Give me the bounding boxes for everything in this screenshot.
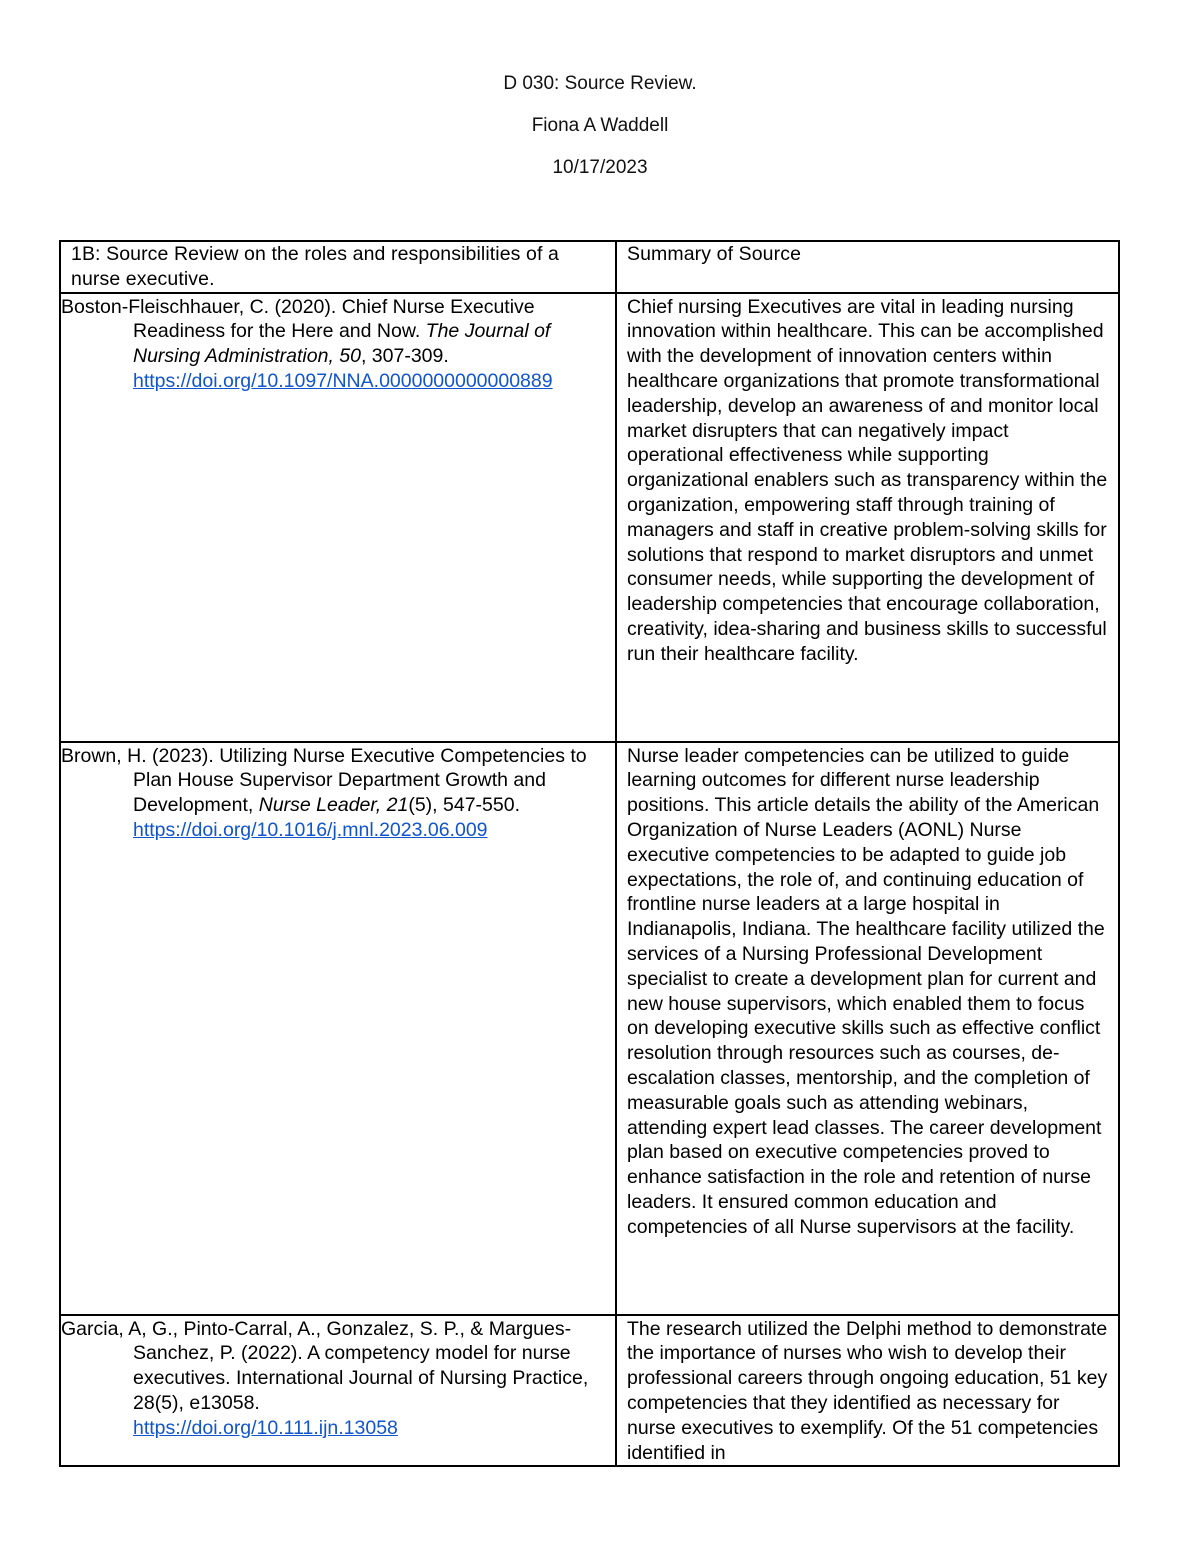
citation-text: Brown, H. (2023). Utilizing Nurse Executive Competencies to Plan House Supervisor Department Growth and Development,	[61, 744, 587, 817]
citation-text: Boston-Fleischhauer, C. (2020). Chief Nurse Executive Readiness for the Here and Now.	[61, 295, 535, 343]
citation-pages: , 307-309.	[360, 345, 449, 368]
doi-link[interactable]: https://doi.org/10.1097/NNA.0000000000000889	[133, 369, 553, 392]
doi-link[interactable]: https://doi.org/10.1016/j.mnl.2023.06.009	[133, 818, 488, 841]
document-author: Fiona A Waddell	[531, 115, 669, 136]
citation-journal: The Journal of Nursing Administration, 50	[133, 320, 551, 368]
citation-text: Garcia, A, G., Pinto-Carral, A., Gonzalez, S. P., & Margues-Sanchez, P. (2022). A competency model for nurse executives. International Journal of Nursing Practice, 28(5), e13058.	[61, 1317, 589, 1414]
doi-link[interactable]: https://doi.org/10.111.ijn.13058	[133, 1416, 398, 1439]
summary-text: The research utilized the Delphi method to demonstrate the importance of nurses who wish to develop their professional careers through ongoing education, 51 key competencies that they identified as necessary for nurse executives to exemplify. Of the 51 competencies identified in	[627, 1317, 1108, 1464]
citation-cell	[60, 1315, 616, 1466]
column-header-source-review: 1B: Source Review on the roles and responsibilities of a nurse executive.	[60, 241, 616, 293]
summary-cell	[616, 293, 1119, 742]
source-review-table	[59, 240, 1120, 1467]
citation-cell	[60, 293, 616, 742]
document-title: D 030: Source Review.	[503, 73, 697, 94]
summary-text: Chief nursing Executives are vital in leading nursing innovation within healthcare. This can be accomplished with the development of innovation centers within healthcare organizations that promote transformational leadership, develop an awareness of and monitor local market disrupters that can negatively impact operational effectiveness while supporting organizational enablers such as transparency within the organization, empowering staff through training of managers and staff in creative problem-solving skills for solutions that respond to market disruptors and unmet consumer needs, while supporting the development of leadership competencies that encourage collaboration, creativity, idea-sharing and business skills to successful run their healthcare facility.	[627, 295, 1108, 665]
citation-cell	[60, 742, 616, 1315]
table-header-row	[60, 241, 1119, 293]
document-date: 10/17/2023	[552, 157, 648, 178]
table-row	[60, 293, 1119, 742]
summary-cell	[616, 1315, 1119, 1466]
summary-cell	[616, 742, 1119, 1315]
citation-pages: (5), 547-550.	[408, 794, 520, 817]
table-row	[60, 1315, 1119, 1466]
table-row	[60, 742, 1119, 1315]
summary-text: Nurse leader competencies can be utilized to guide learning outcomes for different nurse leadership positions. This article details the ability of the American Organization of Nurse Leaders (AONL) Nurse executive competencies to be adapted to guide job expectations, the role of, and continuing education of frontline nurse leaders at a large hospital in Indianapolis, Indiana. The healthcare facility utilized the services of a Nursing Professional Development specialist to create a development plan for current and new house supervisors, which enabled them to focus on developing executive skills such as effective conflict resolution through resources such as courses, de-escalation classes, mentorship, and the completion of measurable goals such as attending webinars, attending expert lead classes. The career development plan based on executive competencies proved to enhance satisfaction in the role and retention of nurse leaders. It ensured common education and competencies of all Nurse supervisors at the facility.	[627, 744, 1105, 1238]
column-header-summary: Summary of Source	[616, 241, 1119, 293]
citation-journal: Nurse Leader, 21	[258, 794, 409, 817]
